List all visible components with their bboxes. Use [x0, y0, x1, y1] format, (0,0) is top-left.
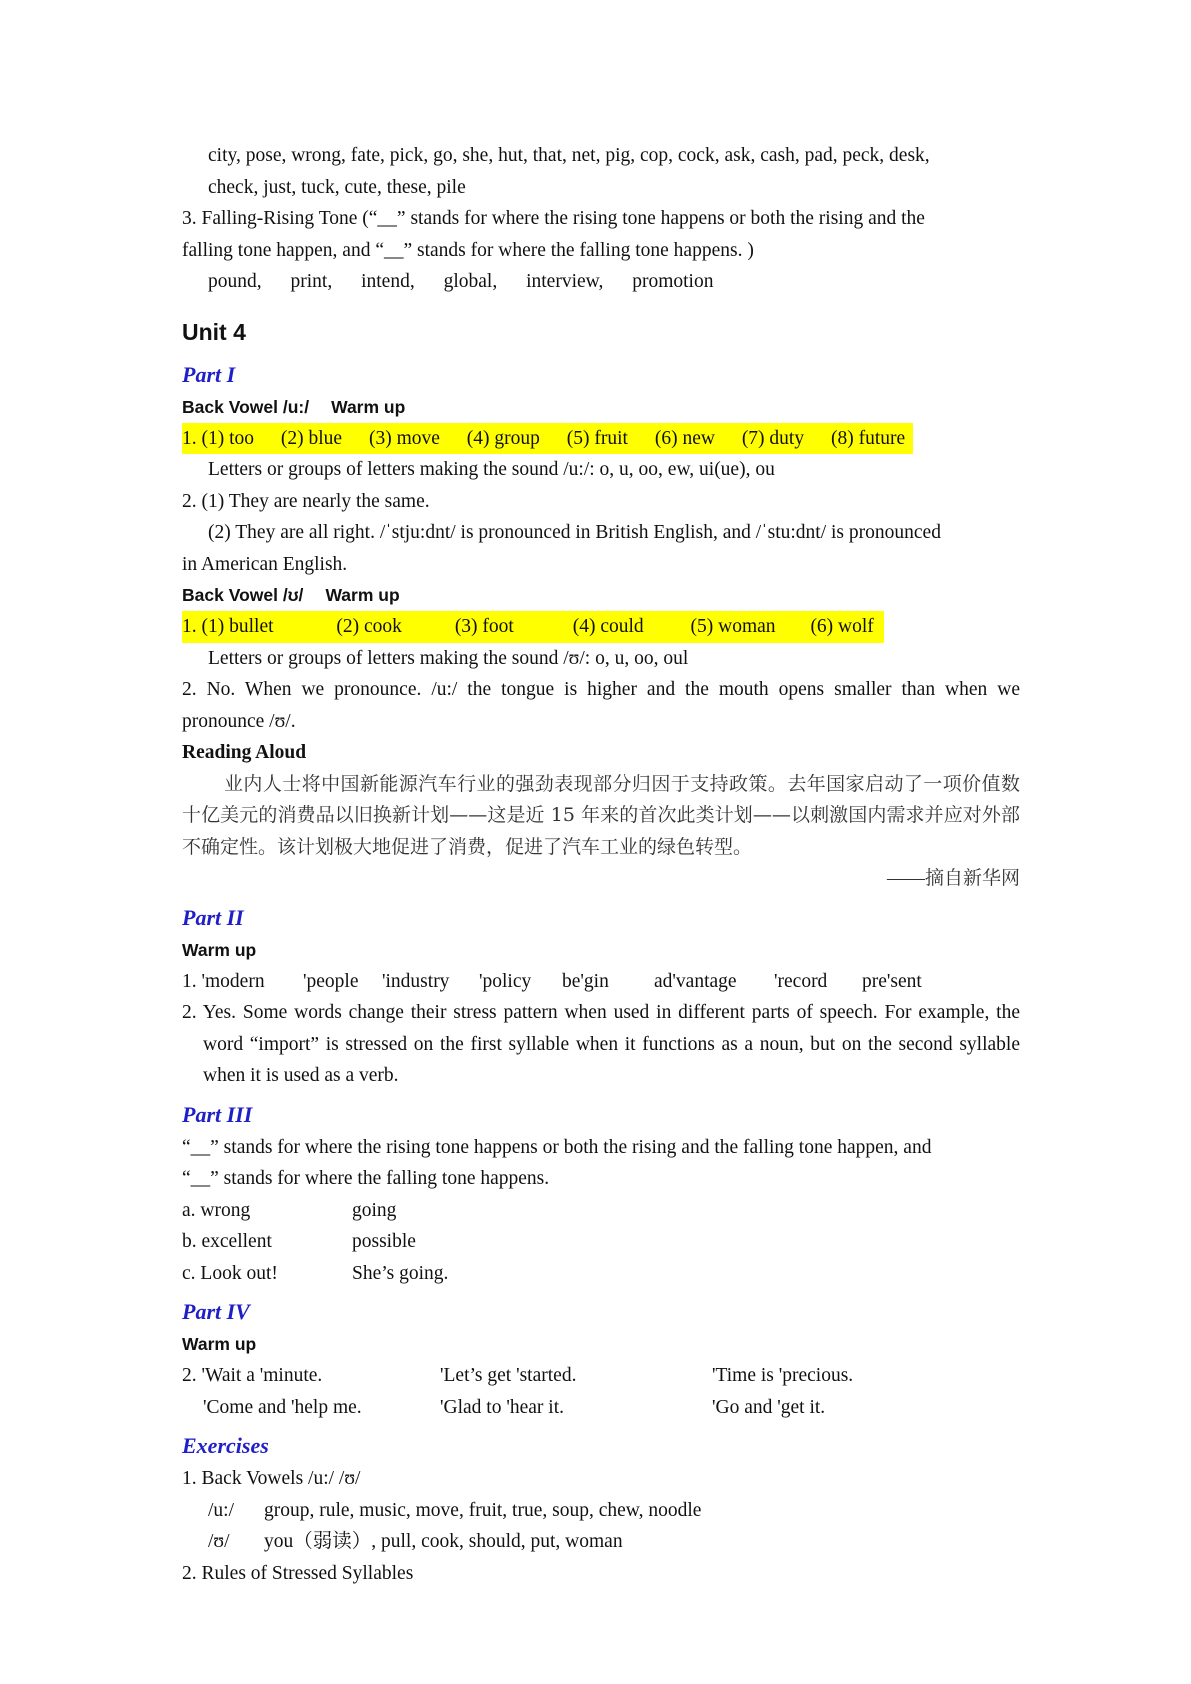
reading-source: ——摘自新华网	[886, 868, 1020, 889]
stress-word: 'people	[303, 970, 359, 992]
tone-example-row	[182, 1195, 1020, 1227]
exercise-item: 2. Rules of Stressed Syllables	[182, 1562, 414, 1584]
answer-item: (2) cook	[336, 616, 402, 637]
item-continuation: falling tone happen, and “__” stands for where the falling tone happens. )	[182, 239, 754, 261]
tone-example: going	[352, 1199, 397, 1221]
highlight-band	[182, 423, 913, 455]
word-list-line: check, just, tuck, cute, these, pile	[208, 176, 466, 198]
stress-word: 1. 'modern	[182, 970, 265, 992]
subheading-label: Warm up	[331, 396, 406, 417]
phoneme-words: group, rule, music, move, fruit, true, soup, chew, noodle	[264, 1499, 702, 1521]
highlight-band	[182, 611, 884, 643]
tone-description: “__” stands for where the falling tone happens.	[182, 1168, 550, 1189]
tone-example: a. wrong	[182, 1199, 251, 1221]
tone-description: “__” stands for where the rising tone happens or both the rising and the falling tone happen, and	[182, 1136, 932, 1158]
item-heading: 3. Falling-Rising Tone (“__” stands for where the rising tone happens or both the rising and the	[182, 208, 925, 229]
answer-item: (4) group	[466, 427, 540, 449]
exercise-row	[182, 1495, 1020, 1527]
stress-word: be'gin	[562, 970, 609, 992]
section-subheading: Warm up	[182, 1334, 257, 1354]
exercises-title: Exercises	[182, 1433, 269, 1458]
stress-word: ad'vantage	[654, 970, 737, 992]
stress-phrase: 'Go and 'get it.	[712, 1396, 826, 1418]
tone-word: print,	[290, 271, 333, 292]
answer-item: (5) woman	[690, 616, 776, 637]
answer-item: (2) blue	[280, 427, 343, 449]
part-title: Part I	[182, 361, 236, 387]
subheading-label: Warm up	[325, 585, 400, 605]
phoneme-label: /u:/	[208, 1499, 235, 1521]
answer-line: (2) They are all right. /ˈstju:dnt/ is pronounced in British English, and /ˈstu:dnt/ is pronounced	[208, 522, 941, 543]
section-subheading	[182, 580, 1020, 611]
reading-title: Reading Aloud	[182, 742, 307, 763]
answer-item: (6) wolf	[810, 616, 874, 637]
reading-passage: 业内人士将中国新能源汽车行业的强劲表现部分归因于支持政策。去年国家启动了一项价值数十亿美元的消费品以旧换新计划——这是近 15 年来的首次此类计划——以刺激国内需求并应对外部不确定性。该计划极大地促进了消费，促进了汽车工业的绿色转型。	[182, 772, 1020, 858]
part-title: Part II	[182, 904, 244, 930]
exercise-item: 1. Back Vowels /u:/ /ʊ/	[182, 1468, 361, 1489]
answer-item: (8) future	[830, 427, 906, 449]
subheading-label: Back Vowel /ʊ/	[182, 585, 304, 605]
answer-item: (6) new	[654, 427, 715, 449]
stress-phrase: 'Come and 'help me.	[203, 1396, 362, 1418]
tone-word: pound,	[208, 271, 262, 292]
subheading-label: Back Vowel /u:/	[182, 396, 310, 417]
section-subheading: Warm up	[182, 939, 257, 960]
stress-word: 'industry	[382, 970, 450, 992]
stress-phrase: 'Time is 'precious.	[712, 1365, 854, 1386]
stress-word-row	[182, 966, 1020, 998]
highlighted-answers	[182, 611, 1020, 643]
tone-word: interview,	[526, 271, 604, 292]
answer-line: in American English.	[182, 553, 348, 575]
tone-example: b. excellent	[182, 1231, 272, 1252]
tone-word: intend,	[361, 271, 415, 292]
stress-phrase: 'Let’s get 'started.	[440, 1365, 577, 1386]
word-list-line: city, pose, wrong, fate, pick, go, she, hut, that, net, pig, cop, cock, ask, cash, pad, peck, desk,	[208, 145, 930, 166]
tone-example: c. Look out!	[182, 1262, 278, 1284]
tone-example: She’s going.	[352, 1262, 449, 1284]
answer-item: (3) move	[368, 427, 440, 449]
tone-example-row	[182, 1258, 1020, 1290]
stress-word: 'policy	[479, 970, 532, 992]
stress-word: 'record	[774, 970, 828, 992]
stress-word: pre'sent	[862, 970, 922, 992]
tone-word: global,	[443, 271, 498, 292]
answer-paragraph: 2. No. When we pronounce. /u:/ the tongue is higher and the mouth opens smaller than when we pronounce /ʊ/.	[182, 679, 1020, 732]
answer-item: (7) duty	[741, 427, 805, 449]
highlighted-answers	[182, 423, 1020, 455]
document-page	[182, 140, 1020, 1589]
phoneme-words: you（弱读）, pull, cook, should, put, woman	[264, 1531, 623, 1552]
answer-item: (5) fruit	[566, 427, 628, 449]
letters-note: Letters or groups of letters making the sound /u:/: o, u, oo, ew, ui(ue), ou	[208, 459, 775, 480]
phoneme-label: /ʊ/	[208, 1531, 230, 1552]
answer-item: (4) could	[572, 616, 644, 637]
exercise-row	[182, 1526, 1020, 1558]
answer-line: 2. (1) They are nearly the same.	[182, 490, 430, 512]
tone-word: promotion	[632, 271, 714, 292]
part-title: Part IV	[182, 1299, 250, 1324]
part-title: Part III	[182, 1101, 253, 1127]
letters-note: Letters or groups of letters making the sound /ʊ/: o, u, oo, oul	[208, 647, 689, 669]
tone-example: possible	[352, 1231, 416, 1252]
tone-example-row	[182, 1226, 1020, 1258]
section-subheading	[182, 392, 1020, 423]
unit-title: Unit 4	[182, 318, 246, 345]
answer-item: (3) foot	[454, 616, 514, 637]
answer-item: 1. (1) bullet	[182, 616, 274, 637]
phrase-row	[182, 1392, 1020, 1424]
answer-item: 1. (1) too	[182, 427, 255, 449]
answer-paragraph: 2. Yes. Some words change their stress pattern when used in different parts of speech. For example, the word “import” is stressed on the first syllable when it functions as a noun, but on the second syllable when it is used as a verb.	[182, 1002, 1020, 1086]
phrase-row	[182, 1360, 1020, 1392]
tone-word-row	[182, 266, 1020, 298]
stress-phrase: 2. 'Wait a 'minute.	[182, 1365, 323, 1386]
stress-phrase: 'Glad to 'hear it.	[440, 1396, 564, 1418]
